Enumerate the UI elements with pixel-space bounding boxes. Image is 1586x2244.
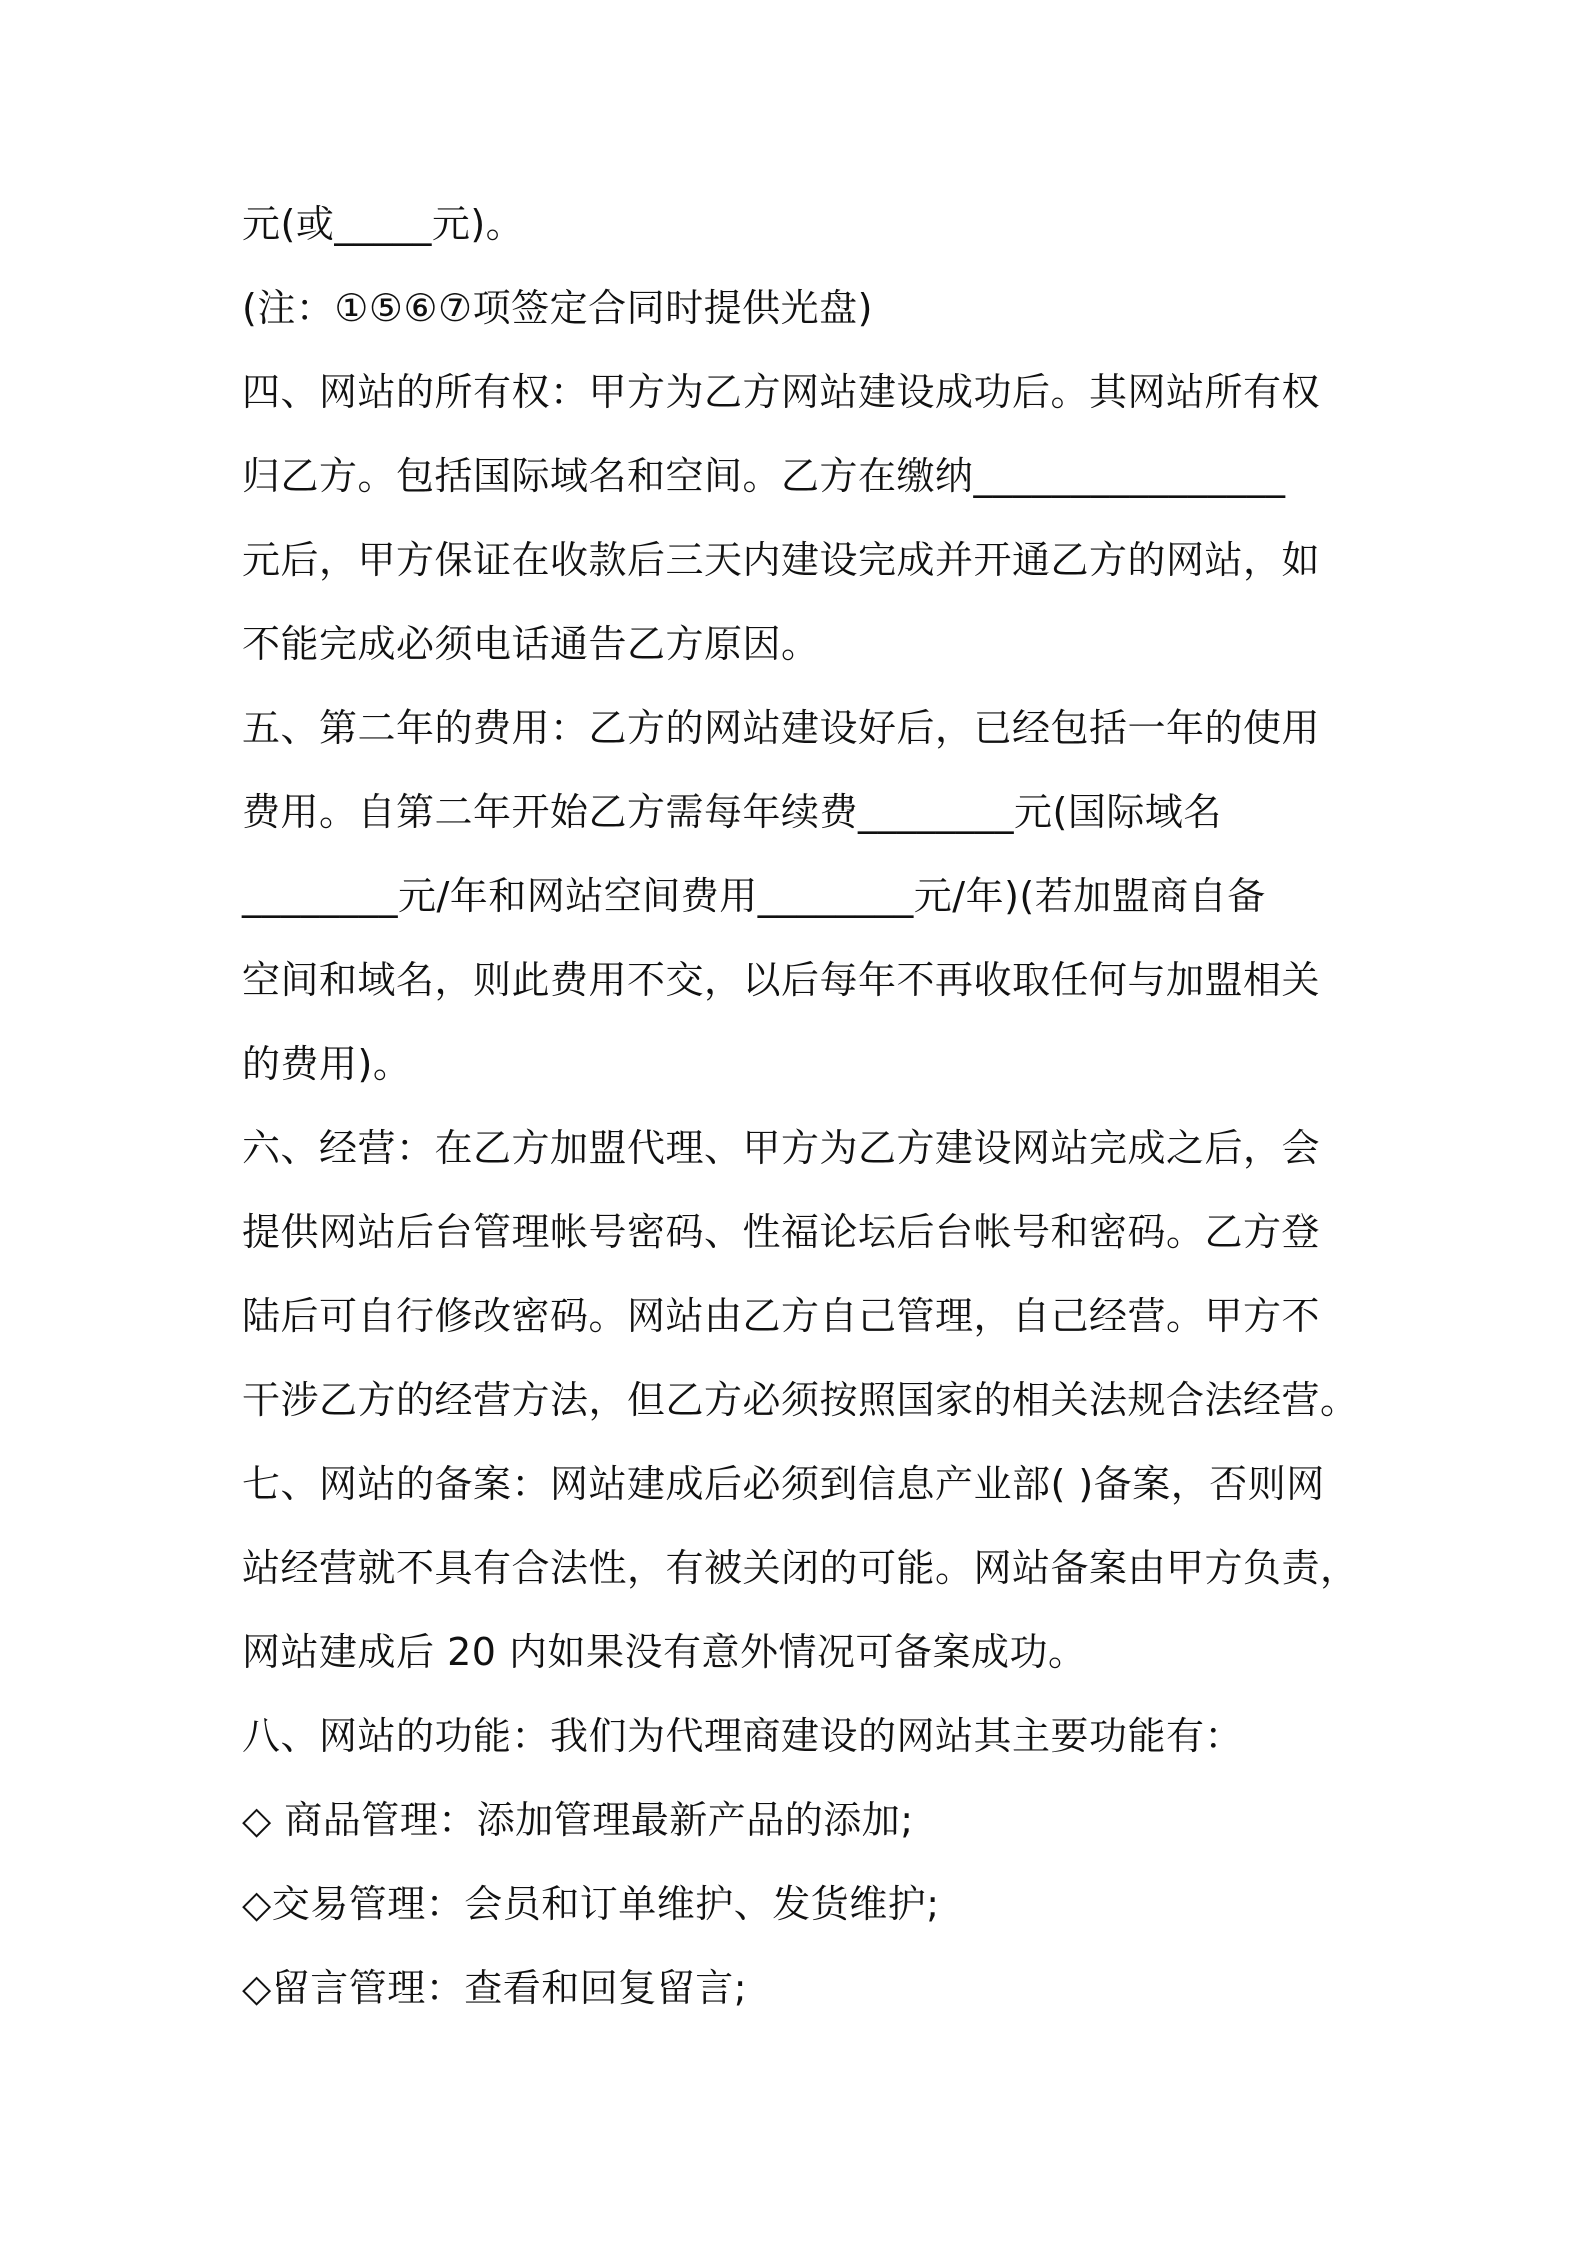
text-line-12: 六、经营：在乙方加盟代理、甲方为乙方建设网站完成之后，会 xyxy=(242,1126,1321,1170)
text-line-10: 空间和域名，则此费用不交，以后每年不再收取任何与加盟相关 xyxy=(242,958,1321,1002)
text-line-18: 网站建成后 20 内如果没有意外情况可备案成功。 xyxy=(242,1630,1087,1674)
text-line-7: 五、第二年的费用：乙方的网站建设好后，已经包括一年的使用 xyxy=(242,706,1321,750)
text-line-15: 干涉乙方的经营方法，但乙方必须按照国家的相关法规合法经营。 xyxy=(242,1378,1359,1422)
text-line-2: (注：①⑤⑥⑦项签定合同时提供光盘) xyxy=(242,286,873,330)
text-line-9: ________元/年和网站空间费用________元/年)(若加盟商自备 xyxy=(242,874,1266,918)
text-line-5: 元后，甲方保证在收款后三天内建设完成并开通乙方的网站，如 xyxy=(242,538,1321,582)
text-line-22: ◇留言管理：查看和回复留言; xyxy=(242,1966,748,2010)
text-line-11: 的费用)。 xyxy=(242,1042,412,1086)
text-line-14: 陆后可自行修改密码。网站由乙方自己管理，自己经营。甲方不 xyxy=(242,1294,1321,1338)
text-line-6: 不能完成必须电话通告乙方原因。 xyxy=(242,622,820,666)
text-line-19: 八、网站的功能：我们为代理商建设的网站其主要功能有： xyxy=(242,1714,1244,1758)
text-line-8: 费用。自第二年开始乙方需每年续费________元(国际域名 xyxy=(242,790,1222,834)
text-line-3: 四、网站的所有权：甲方为乙方网站建设成功后。其网站所有权 xyxy=(242,370,1321,414)
text-line-21: ◇交易管理：会员和订单维护、发货维护; xyxy=(242,1882,940,1926)
text-line-1: 元(或_____元)。 xyxy=(242,202,525,246)
text-line-13: 提供网站后台管理帐号密码、性福论坛后台帐号和密码。乙方登 xyxy=(242,1210,1321,1254)
text-line-16: 七、网站的备案：网站建成后必须到信息产业部( )备案，否则网 xyxy=(242,1462,1325,1506)
text-line-20: ◇ 商品管理：添加管理最新产品的添加; xyxy=(242,1798,914,1842)
text-line-17: 站经营就不具有合法性，有被关闭的可能。网站备案由甲方负责， xyxy=(242,1546,1359,1590)
text-line-4: 归乙方。包括国际域名和空间。乙方在缴纳________________ xyxy=(242,454,1286,498)
